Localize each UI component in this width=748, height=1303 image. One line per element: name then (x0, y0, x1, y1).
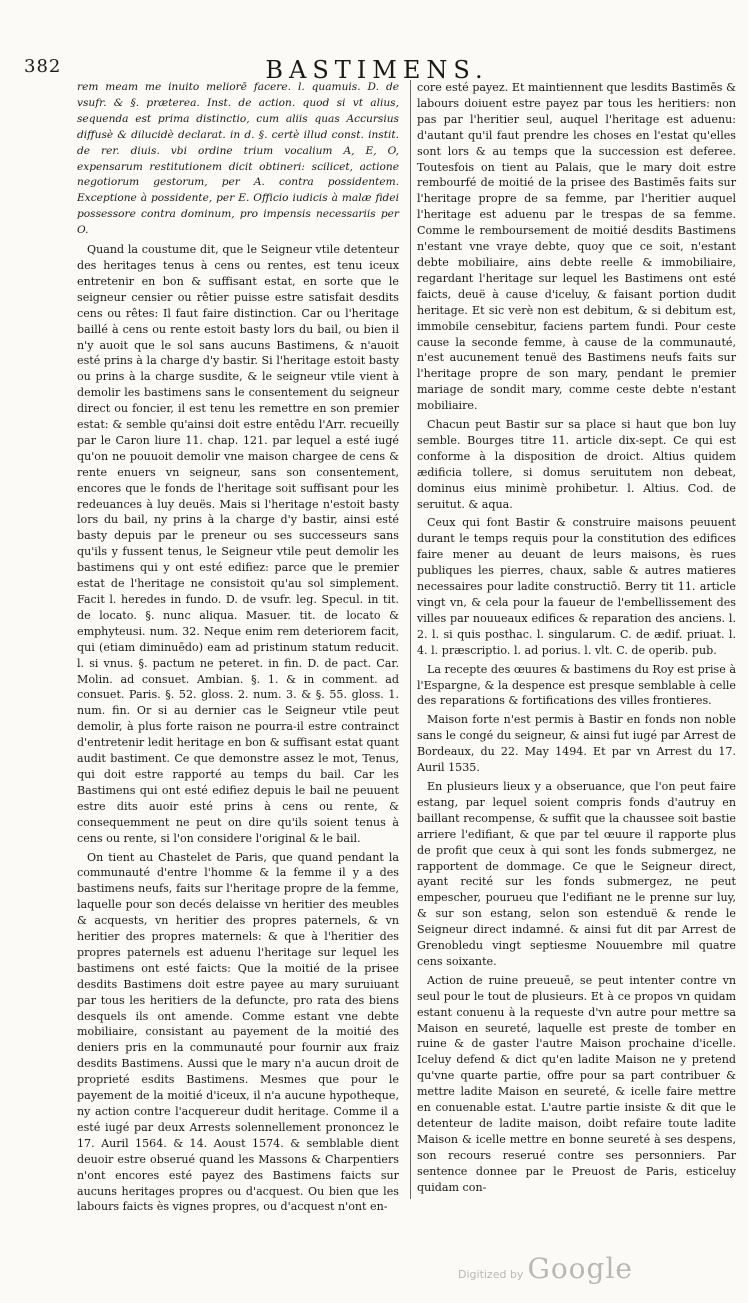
google-watermark (458, 1252, 633, 1285)
watermark-prefix: Digitized by (458, 1268, 524, 1281)
right-column (410, 80, 736, 1199)
paragraph-maison-forte: Maison forte n'est permis à Bastir en fonds non noble sans le congé du seigneur, & ainsi fut iugé par Arrest de Bordeaux, du 22. May 1494. Et par vn Arrest du 17. Auril 1535. (417, 713, 736, 775)
paragraph-bastir-haut: Chacun peut Bastir sur sa place si haut que bon luy semble. Bourges titre 11. article dix-sept. Ce qui est conforme à la disposition de droict. Altius quidem ædificia tollere, si domus seruitutem non debeat, dominus eius minimè prohibetur. l. Altius. Cod. de seruitut. & aqua. (417, 418, 736, 511)
running-title: BASTIMENS. (265, 56, 489, 84)
page-number: 382 (24, 56, 62, 77)
paragraph-continuation: core esté payez. Et maintiennent que lesdits Bastimēs & labours doiuent estre payez par tous les heritiers: non pas par l'heritier seul, auquel l'heritage est aduenu: d'autant qu'il faut prendre les choses en l'estat qu'elles sont lors & au temps que la succession est deferee. Toutesfois on tient au Palais, que le mary doit estre rembourfé de moitié de la prisee des Bastimēs faits sur l'heritage propre de sa femme, par l'heritier auquel l'heritage est aduenu par le trespas de sa femme. Comme le remboursement de moitié desdits Bastimens n'estant vne vraye debte, quoy que ce soit, n'estant debte mobiliaire, ains debte reelle & immobiliaire, regardant l'heritage sur lequel les Bastimens ont esté faicts, deuë à cause d'iceluy, & faisant portion dudit heritage. Et sic verè non est debitum, & si debitum est, immobile censebitur, faciens partem fundi. Pour ceste cause la seconde femme, à cause de la communauté, n'est aucunement tenuë des Bastimens neufs faits sur l'heritage propre de son mary, pendant le premier mariage de sondit mary, comme ceste debte n'estant mobiliaire. (417, 81, 736, 413)
google-logo: Google (527, 1252, 633, 1285)
paragraph-ruine: Action de ruine preueuē, se peut intenter contre vn seul pour le tout de plusieurs. Et à ce propos vn quidam estant conuenu à la requeste d'vn autre pour mettre sa Maison en seureté, laquelle est preste de tomber en ruine & de gaster l'autre Maison prochaine d'icelle. Iceluy defend & dict qu'en ladite Maison ne y pretend qu'vne quarte partie, offre pour sa part contribuer & mettre ladite Maison en seureté, & icelle faire mettre en conuenable estat. L'autre partie insiste & dit que le detenteur de ladite maison, doibt refaire toute ladite Maison & icelle mettre en bonne seureté à ses despens, son recours reserué contre ses personniers. Par sentence donnee par le Preuost de Paris, esticeluy quidam con- (417, 973, 736, 1194)
paragraph-construire-maisons: Ceux qui font Bastir & construire maisons peuuent durant le temps requis pour la constitution des edifices faire mener au deuant de leurs maisons, ès rues publiques les pierres, chaux, sable & autres matieres necessaires pour ladite constructiō. Berry tit 11. article vingt vn, & cela pour la faueur de l'embellissement des villes par nouueaux edifices & reparation des anciens. l. 2. l. si quis posthac. l. singularum. C. de ædif. priuat. l. 4. l. præscriptio. l. ad porius. l. vlt. C. de operib. pub. (417, 516, 736, 657)
latin-note: rem meam me inuito meliorē facere. l. quamuis. D. de vsufr. & §. præterea. Inst. de action. quod si vt alius, sequenda est prima distinctio, cum aliis quas Accursius diffusè & dilucidè declarat. in d. §. certè illud const. instit. de rer. diuis. vbi ordine trium vocalium A, E, O, expensarum restitutionem dicit obtineri: scilicet, actione negotiorum gestorum, per A. contra possidentem. Exceptione à possidente, per E. Officio iudicis à malæ fidei possessore contra dominum, pro impensis necessariis per O. (77, 81, 399, 237)
left-column (77, 80, 399, 1218)
paragraph-coustume: Quand la coustume dit, que le Seigneur vtile detenteur des heritages tenus à cens ou rentes, est tenu iceux entretenir en bon & suffisant estat, en sorte que le seigneur censier ou rêtier puisse estre satisfait desdits cens ou rêtes: Il faut faire distinction. Car ou l'heritage baillé à cens ou rente estoit basty lors du bail, ou bien il n'y auoit que le sol sans aucuns Bastimens, & n'auoit esté prins à la charge d'y bastir. Si l'heritage estoit basty ou prins à la charge susdite, & le seigneur vtile vient à demolir les bastimens sans le consentement du seigneur direct ou foncier, il est tenu les remettre en son premier estat: & semble qu'ainsi doit estre entēdu l'Arr. recueilly par le Caron liure 11. chap. 121. par lequel a esté iugé qu'on ne pouuoit demolir vne maison chargee de cens & rente enuers vn seigneur, sans son consentement, encores que le fonds de l'heritage soit suffisant pour les redeuances à luy deuës. Mais si l'heritage n'estoit basty lors du bail, ny prins à la charge d'y bastir, ainsi esté basty depuis par le preneur ou ses successeurs sans qu'ils y fussent tenus, le Seigneur vtile peut demolir les bastimens qui y ont esté edifiez: parce que le premier estat de l'heritage ne consistoit qu'au sol simplement. Facit l. heredes in fundo. D. de vsufr. leg. Specul. in tit. de locato. §. nunc aliqua. Masuer. tit. de locato & emphyteusi. num. 32. Neque enim rem deteriorem facit, qui (etiam diminuēdo) eam ad pristinum statum reducit. l. si vnus. §. pactum ne peteret. in fin. D. de pact. Car. Molin. ad consuet. Ambian. §. 1. & in comment. ad consuet. Paris. §. 52. gloss. 2. num. 3. & §. 55. gloss. 1. num. fin. Or si au dernier cas le Seigneur vtile peut demolir, à plus forte raison ne pourra-il estre contrainct d'entretenir ledit heritage en bon & suffisant estat quant audit bastiment. Ce que demonstre assez le mot, Tenus, qui doit estre rapporté au temps du bail. Car les Bastimens qui ont esté edifiez depuis le bail ne peuuent estre dits auoir esté prins à cens ou rente, & consequemment ne peut on dire qu'ils soient tenus à cens ou rente, si l'on considere l'original & le bail. (77, 243, 399, 845)
paragraph-chastelet: On tient au Chastelet de Paris, que quand pendant la communauté d'entre l'homme & la femme il y a des bastimens neufs, faits sur l'heritage propre de la femme, laquelle pour son decés delaisse vn heritier des meubles & acquests, vn heritier des propres paternels, & vn heritier des propres maternels: & que à l'heritier des propres paternels est aduenu l'heritage sur lequel les bastimens ont esté faicts: Que la moitié de la prisee desdits Bastimens doit estre payee au mary suruiuant par tous les heritiers de la defuncte, pro rata des biens desquels ils ont amende. Comme estant vne debte mobiliaire, consistant au payement de la moitié des deniers pris en la communauté pour fournir aux fraiz desdits Bastimens. Aussi que le mary n'a aucun droit de proprieté esdits Bastimens. Mesmes que pour le payement de la moitié d'iceux, il n'a aucune hypotheque, ny action contre l'acquereur dudit heritage. Comme il a esté iugé par deux Arrests solennellement prononcez le 17. Auril 1564. & 14. Aoust 1574. & semblable dient deuoir estre obserué quand les Massons & Charpentiers n'ont encores esté payez des Bastimens faicts sur aucuns heritages propres ou d'acquest. Ou bien que les labours faicts ès vignes propres, ou d'acquest n'ont en- (77, 850, 399, 1214)
paragraph-recepte: La recepte des œuures & bastimens du Roy est prise à l'Espargne, & la despence est presque semblable à celle des reparations & fortifications des villes frontieres. (417, 662, 736, 708)
paragraph-estang: En plusieurs lieux y a obseruance, que l'on peut faire estang, par lequel soient compris fonds d'autruy en baillant recompense, & suffit que la chaussee soit bastie arriere l'edifiant, & que par tel œuure il rapporte plus de profit que ceux à qui sont les fonds submergez, ne rapportent de dommage. Ce que le Seigneur direct, ayant recité sur les fonds submergez, ne peut empescher, pourueu que l'edifiant ne le prenne sur luy, & sur son estang, selon son estenduë & rende le Seigneur direct indamné. & ainsi fut dit par Arrest de Grenobledu vingt septiesme Nouuembre mil quatre cens soixante. (417, 779, 736, 968)
